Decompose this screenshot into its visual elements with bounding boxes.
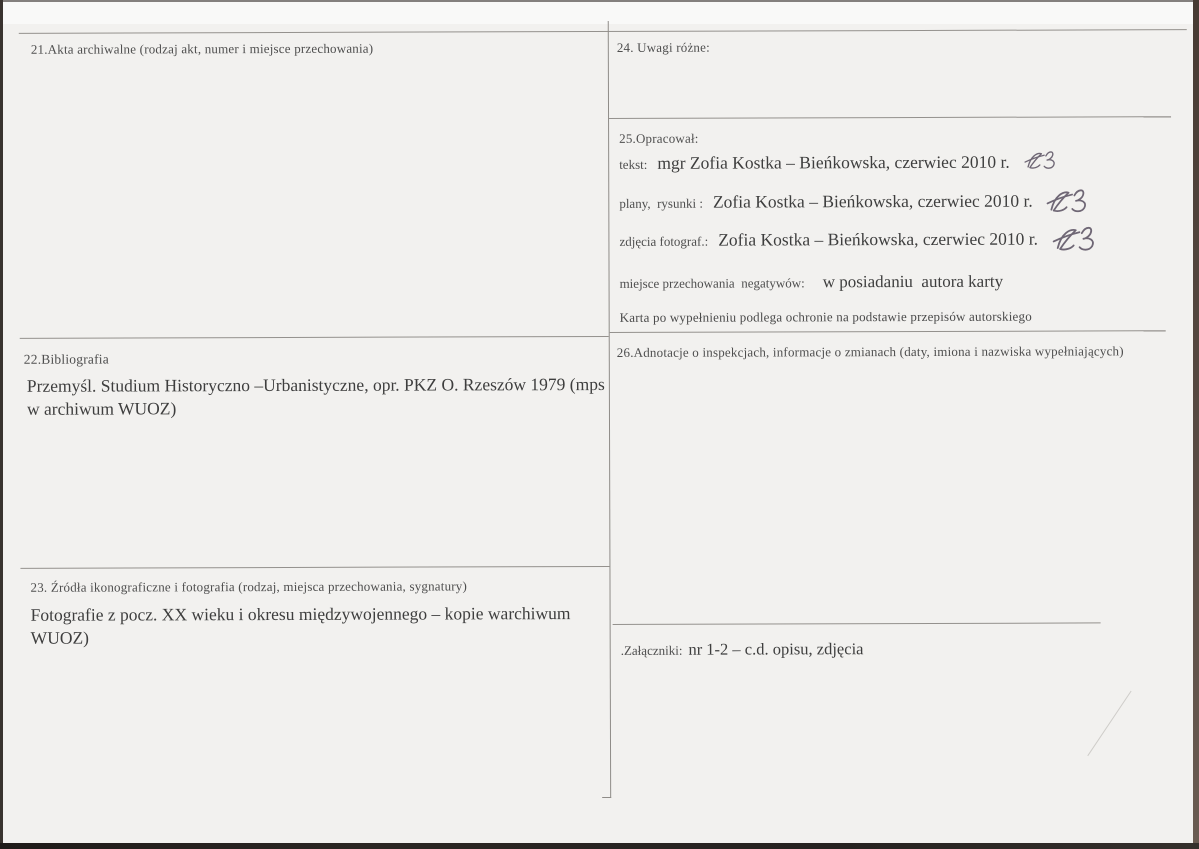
scan-edge-top	[0, 0, 1199, 2]
section-25-header: 25.Opracował:	[619, 130, 699, 146]
grid-line-under-bibliografia	[20, 566, 609, 569]
grid-line-top	[19, 29, 1187, 34]
scan-edge-right	[1193, 0, 1199, 849]
entry-role-label: zdjęcia fotograf.:	[619, 233, 709, 249]
handwritten-initials-icon	[1045, 185, 1092, 219]
negatives-value: w posiadaniu autora karty	[822, 271, 1004, 292]
entry-author-value: mgr Zofia Kostka – Bieńkowska, czerwiec 2010 r.	[657, 151, 1010, 173]
section-22-header: 22.Bibliografia	[23, 351, 109, 367]
grid-line-under-adnotacje	[613, 622, 1101, 625]
grid-line-under-akta	[20, 336, 609, 339]
entry-author-value: Zofia Kostka – Bieńkowska, czerwiec 2010 r.	[712, 190, 1033, 212]
negatives-label: miejsce przechowania negatywów:	[619, 275, 805, 291]
handwritten-initials-icon	[1023, 146, 1059, 175]
bibliografia-content: Przemyśl. Studium Historyczno –Urbanistyczne, opr. PKZ O. Rzeszów 1979 (mps w archiwum WUOZ)	[26, 373, 610, 420]
entry-role-label: plany, rysunki :	[619, 195, 703, 211]
grid-line-under-uwagi	[609, 116, 1171, 119]
zrodla-content: Fotografie z pocz. XX wieku i okresu międzywojennego – kopie warchiwum WUOZ)	[30, 603, 575, 649]
section-24-header: 24. Uwagi różne:	[616, 39, 710, 55]
section-26-header: 26.Adnotacje o inspekcjach, informacje o zmianach (daty, imiona i nazwiska wypełniających)	[616, 343, 1124, 360]
opracowal-entry-tekst	[619, 152, 1058, 179]
paper-crease	[1087, 691, 1131, 756]
scan-edge-left	[0, 0, 3, 849]
entry-author-value: Zofia Kostka – Bieńkowska, czerwiec 2010 r.	[718, 228, 1039, 250]
grid-line-vertical-foot	[602, 797, 611, 798]
handwritten-initials-icon	[1051, 222, 1100, 256]
scan-edge-bottom	[0, 843, 1199, 849]
entry-role-label: tekst:	[619, 156, 648, 172]
zalaczniki-row	[621, 639, 864, 660]
zalaczniki-label: .Załączniki:	[620, 642, 683, 658]
zalaczniki-value: nr 1-2 – c.d. opisu, zdjęcia	[688, 639, 864, 659]
section-21-header: 21.Akta archiwalne (rodzaj akt, numer i miejsce przechowania)	[30, 40, 374, 57]
copyright-note: Karta po wypełnieniu podlega ochronie na podstawie przepisów autorskiego	[619, 308, 1032, 325]
negatives-row	[620, 272, 1004, 293]
grid-line-under-opracowal	[610, 330, 1166, 333]
opracowal-entry-zdjecia	[619, 228, 1098, 260]
opracowal-entry-plany	[619, 190, 1091, 221]
section-23-header: 23. Źródła ikonograficzne i fotografia (rodzaj, miejsca przechowania, sygnatury)	[30, 578, 468, 595]
